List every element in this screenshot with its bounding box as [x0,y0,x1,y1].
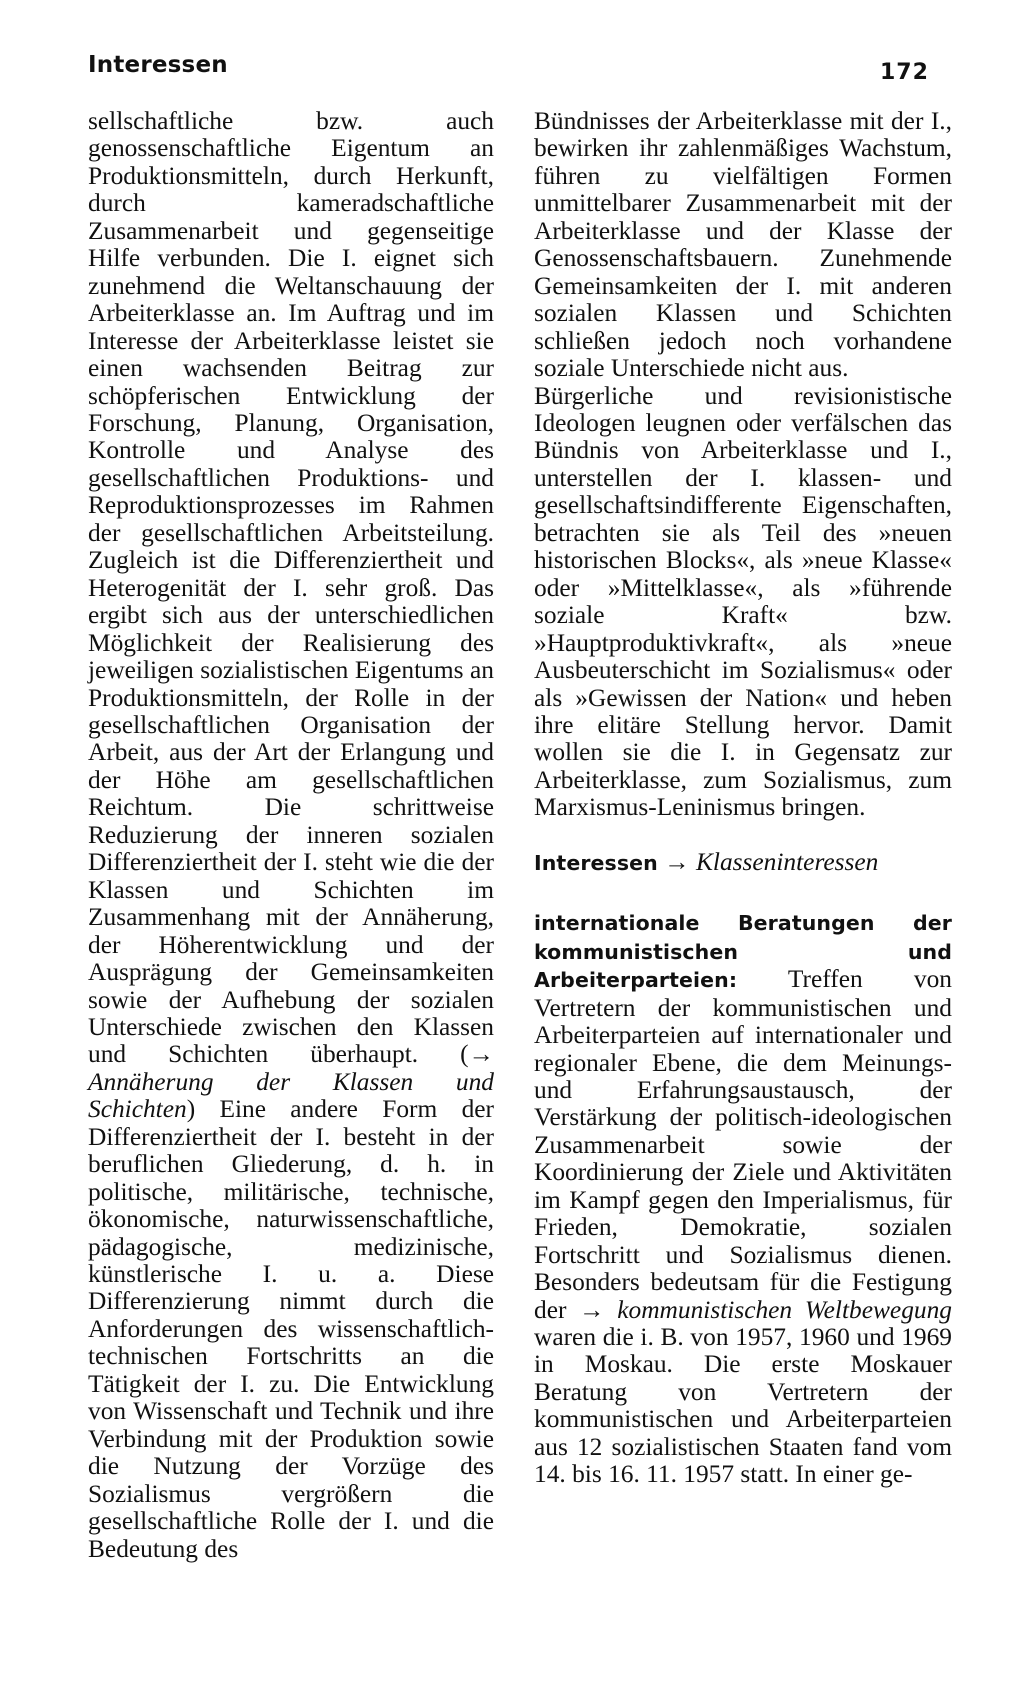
cross-reference-arrow-icon: → [468,1040,494,1069]
cross-reference-link: Annäherung der Klassen und Schichten [88,1067,494,1124]
body-text: ) Eine andere Form der Differenziertheit der I. besteht in der beruflichen Gliederung, d. h. in politische, militärische, technische, ökonomische, naturwissenschaftliche, pädagogische, medizinische, künstlerische I. u. a. Diese Differenzierung nimmt durch die Anforderungen des wissenschaftlich-technischen Fortschritts an die Tätigkeit der I. zu. Die Entwicklung von Wissenschaft und Technik und ihre Verbindung mit der Produktion sowie die Nutzung der Vorzüge des Sozialismus vergrößern die gesellschaftliche Rolle der I. und die Bedeutung des [88,1095,494,1563]
page-number: 172 [880,60,929,85]
entry-keyword: internationale Beratungen der kommunistischen und Arbeiterparteien: [534,911,952,993]
continued-entry-paragraph: Bürgerliche und revisionistische Ideologen leugnen oder verfälschen das Bündnis von Arbeiterklasse und I., unterstellen der I. klassen- und gesellschaftsindifferente Eigenschaften, betrachten sie als Teil des »neuen historischen Blocks«, als »neue Klasse« oder »Mittelklasse«, als »führende soziale Kraft« bzw. »Hauptproduktivkraft«, als »neue Ausbeuterschicht im Sozialismus« oder als »Gewissen der Nation« und heben ihre elitäre Stellung hervor. Damit wollen sie die I. in Gegensatz zur Arbeiterklasse, zum Sozialismus, zum Marxismus-Leninismus bringen. [534,381,952,822]
running-head: Interessen [88,52,228,78]
right-column [534,108,952,1489]
continued-entry-paragraph [88,108,494,1563]
body-text: Treffen von Vertretern der kommunistischen und Arbeiterparteien auf internationaler und regionaler Ebene, die dem Meinungs- und Erfahrungsaustausch, der Verstärkung der politisch-ideologischen Zusammenarbeit sowie der Koordinierung der Ziele und Aktivitäten im Kampf gegen den Imperialismus, für Frieden, Demokratie, sozialen Fortschritt und Sozialismus dienen. Besonders bedeutsam für die Festigung der [534,965,952,1324]
entry-keyword: Interessen [534,850,658,875]
continued-entry-paragraph: Bündnisses der Arbeiterklasse mit der I., bewirken ihr zahlenmäßiges Wachstum, führen zu vielfältigen Formen unmittelbarer Zusammenarbeit mit der Arbeiterklasse und der Klasse der Genossenschaftsbauern. Zunehmende Gemeinsamkeiten der I. mit anderen sozialen Klassen und Schichten schließen jedoch noch vorhandene soziale Unterschiede nicht aus. [534,107,952,383]
body-text: waren die i. B. von 1957, 1960 und 1969 in Moskau. Die erste Moskauer Beratung von Vertretern der kommunistischen und Arbeiterparteien aus 12 sozialistischen Staaten fand vom 14. bis 16. 11. 1957 statt. In einer ge- [534,1323,952,1489]
body-text: sellschaftliche bzw. auch genossenschaftliche Eigentum an Produktionsmitteln, durch Herkunft, durch kameradschaftliche Zusammenarbeit und gegenseitige Hilfe verbunden. Die I. eignet sich zunehmend die Weltanschauung der Arbeiterklasse an. Im Auftrag und im Interesse der Arbeiterklasse leistet sie einen wachsenden Beitrag zur schöpferischen Entwicklung der Forschung, Planung, Organisation, Kontrolle und Analyse des gesellschaftlichen Produktions- und Reproduktionsprozesses im Rahmen der gesellschaftlichen Arbeitsteilung. Zugleich ist die Differenziertheit und Heterogenität der I. sehr groß. Das ergibt sich aus der unterschiedlichen Möglichkeit der Realisierung des jeweiligen sozialistischen Eigentums an Produktionsmitteln, der Rolle in der gesellschaftlichen Organisation der Arbeit, aus der Art der Erlangung und der Höhe am gesellschaftlichen Reichtum. Die schrittweise Reduzierung der inneren sozialen Differenziertheit der I. steht wie die der Klassen und Schichten im Zusammenhang mit der Annäherung, der Höherentwicklung und der Ausprägung der Gemeinsamkeiten sowie der Aufhebung der sozialen Unterschiede zwischen den Klassen und Schichten überhaupt. ( [88,107,494,1069]
cross-reference-entry [534,849,952,877]
cross-reference-arrow-icon: → [664,847,690,876]
cross-reference-link: Klasseninteressen [695,847,879,876]
spacer [534,822,952,849]
cross-reference-link: kommunistischen Weltbewegung [604,1295,952,1324]
cross-reference-arrow-icon: → [579,1295,605,1324]
dictionary-entry [534,909,952,1489]
left-column [88,108,494,1563]
spacer [534,877,952,909]
